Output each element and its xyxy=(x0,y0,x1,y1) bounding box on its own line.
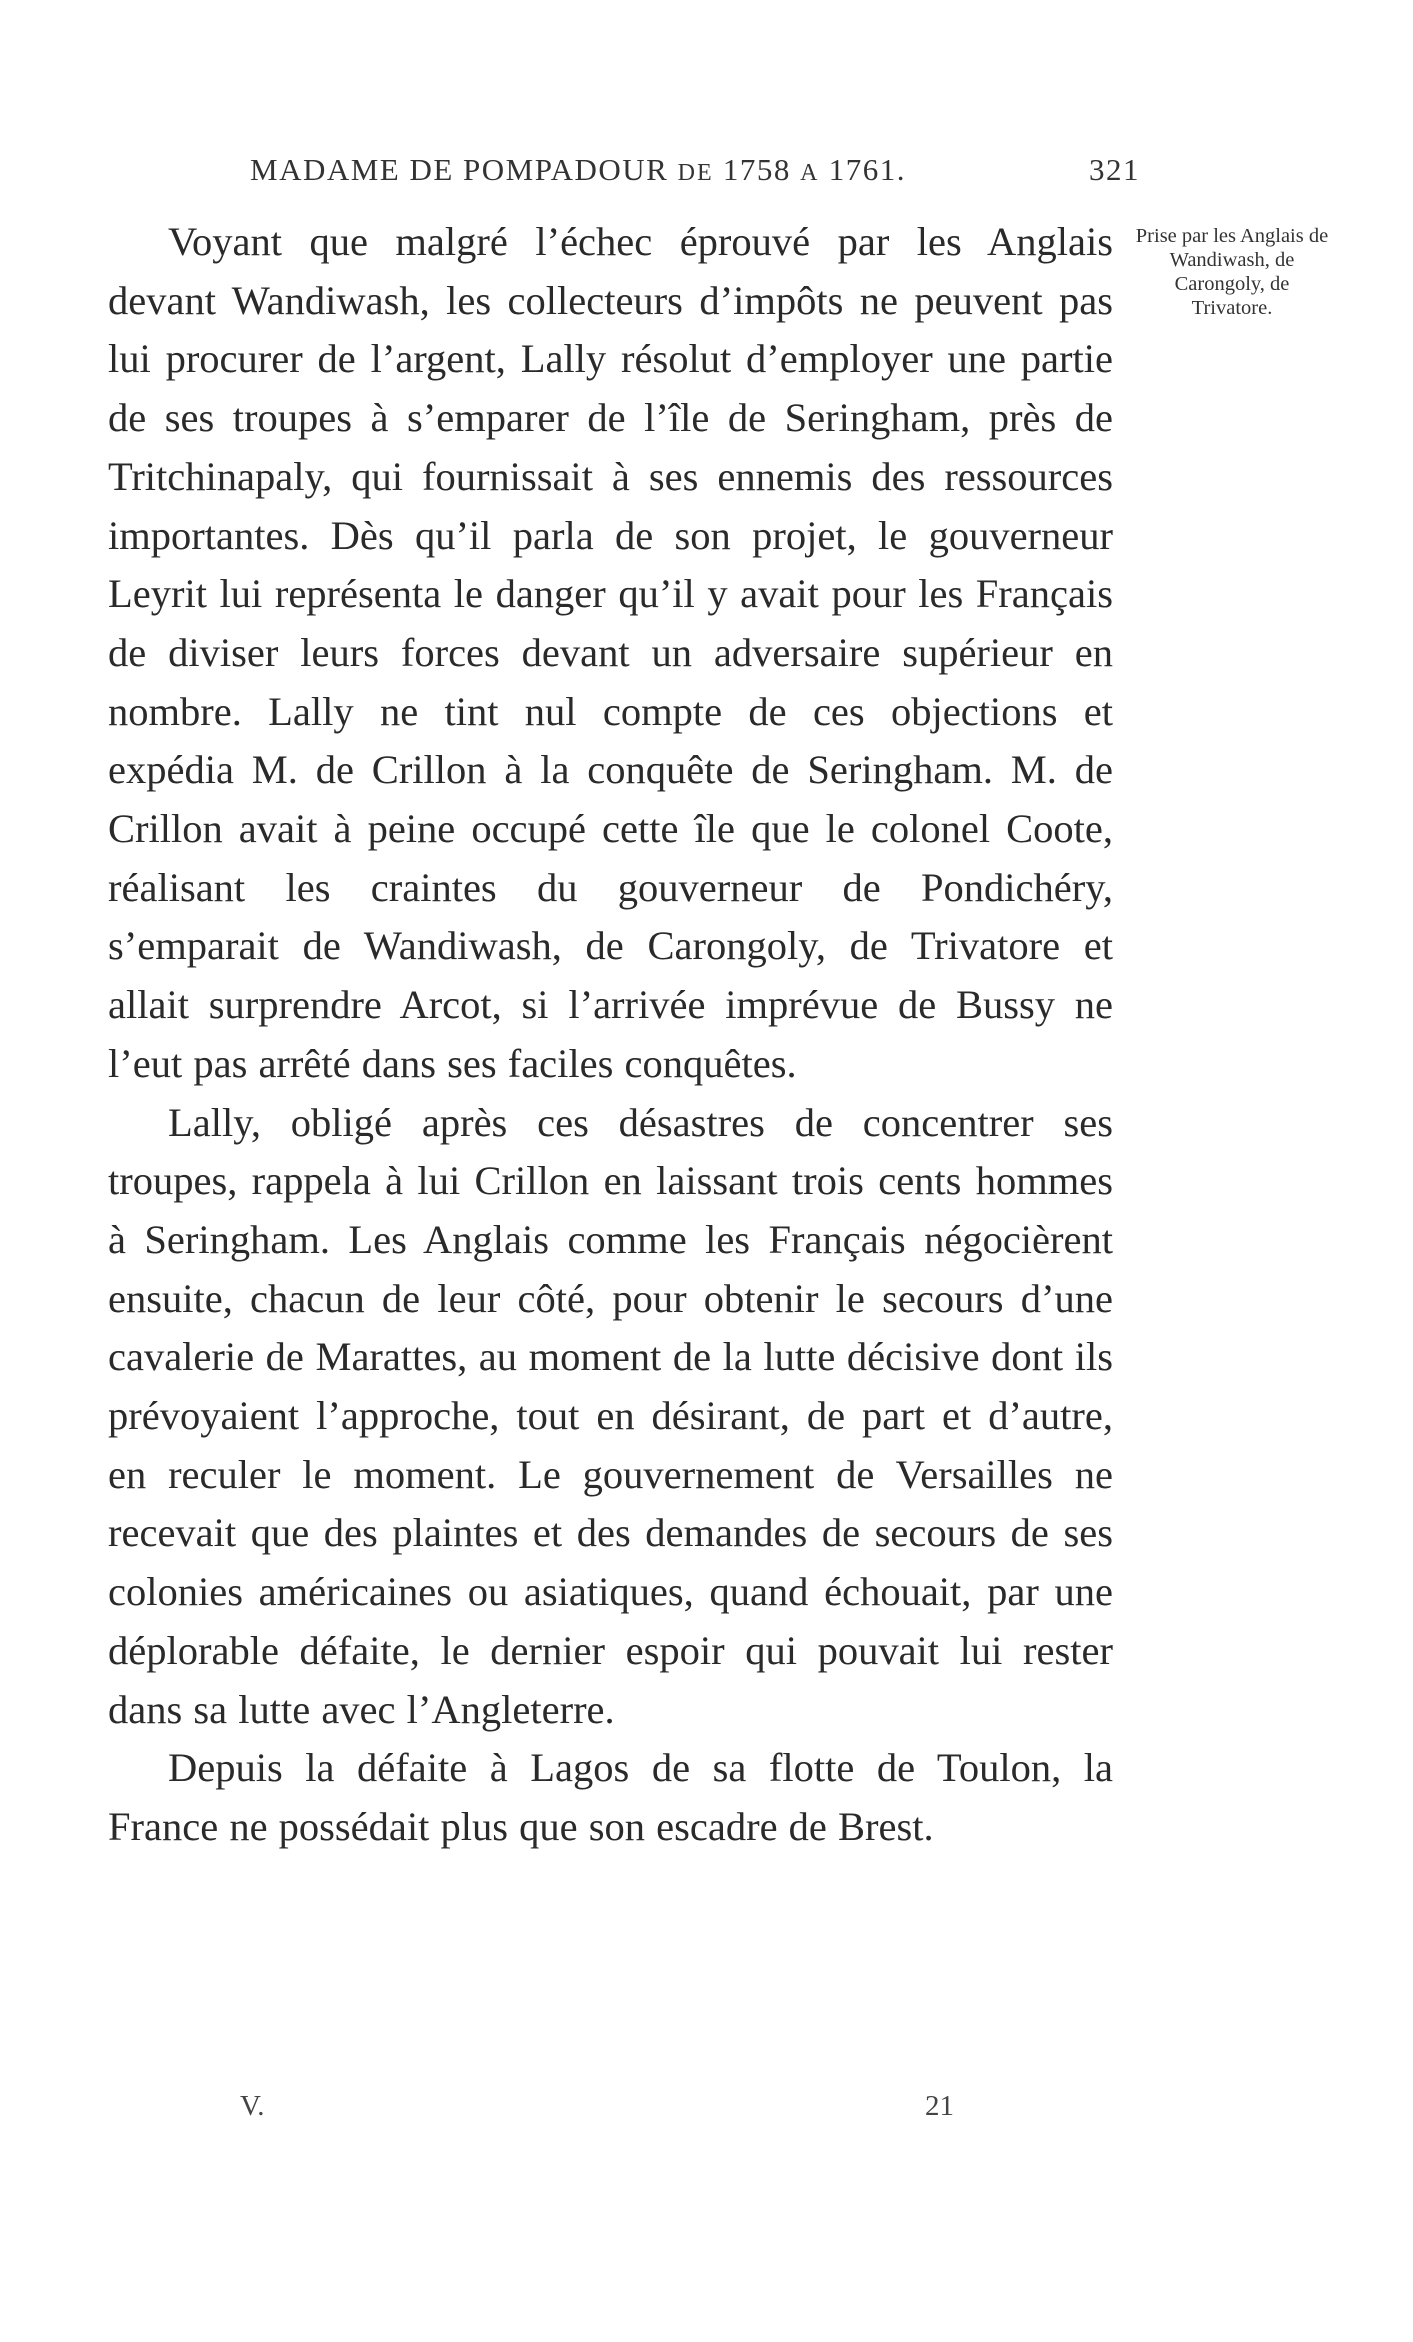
paragraph-3: Depuis la défaite à Lagos de sa flotte de Toulon, la France ne possédait plus que son escadre de Brest. xyxy=(108,1745,1113,1849)
running-title-end-year: 1761. xyxy=(828,152,906,187)
running-title-a: A xyxy=(800,160,820,186)
running-title-text: MADAME DE POMPADOUR xyxy=(250,152,669,187)
volume-mark: V. xyxy=(240,2090,265,2122)
running-title-start-year: 1758 xyxy=(722,152,791,187)
body-text xyxy=(108,213,1113,1857)
margin-note: Prise par les Anglais de Wandiwash, de Carongoly, de Trivatore. xyxy=(1135,225,1329,319)
signature-mark: 21 xyxy=(925,2090,954,2122)
page-number: 321 xyxy=(1089,152,1140,187)
running-title-de: DE xyxy=(677,160,714,186)
paragraph-1: Voyant que malgré l’échec éprouvé par les Anglais devant Wandiwash, les collecteurs d’impôts ne peuvent pas lui procurer de l’argent, Lally résolut d’employer une partie de ses troupes à s’emparer de l’île de Seringham, près de Tritchinapaly, qui fournissait à ses ennemis des ressources importantes. Dès qu’il parla de son projet, le gouverneur Leyrit lui représenta le danger qu’il y avait pour les Français de diviser leurs forces devant un adversaire supérieur en nombre. Lally ne tint nul compte de ces objections et expédia M. de Crillon à la conquête de Seringham. M. de Crillon avait à peine occupé cette île que le colonel Coote, réalisant les craintes du gouverneur de Pondichéry, s’emparait de Wandiwash, de Carongoly, de Trivatore et allait surprendre Arcot, si l’arrivée imprévue de Bussy ne l’eut pas arrêté dans ses faciles conquêtes. xyxy=(108,219,1113,1086)
paragraph-2: Lally, obligé après ces désastres de concentrer ses troupes, rappela à lui Crillon en laissant trois cents hommes à Seringham. Les Anglais comme les Français négocièrent ensuite, chacun de leur côté, pour obtenir le secours d’une cavalerie de Marattes, au moment de la lutte décisive dont ils prévoyaient l’approche, tout en désirant, de part et d’autre, en reculer le moment. Le gouvernement de Versailles ne recevait que des plaintes et des demandes de secours de ses colonies américaines ou asiatiques, quand échouait, par une déplorable défaite, le dernier espoir qui pouvait lui rester dans sa lutte avec l’Angleterre. xyxy=(108,1099,1113,1732)
running-title xyxy=(250,152,906,188)
